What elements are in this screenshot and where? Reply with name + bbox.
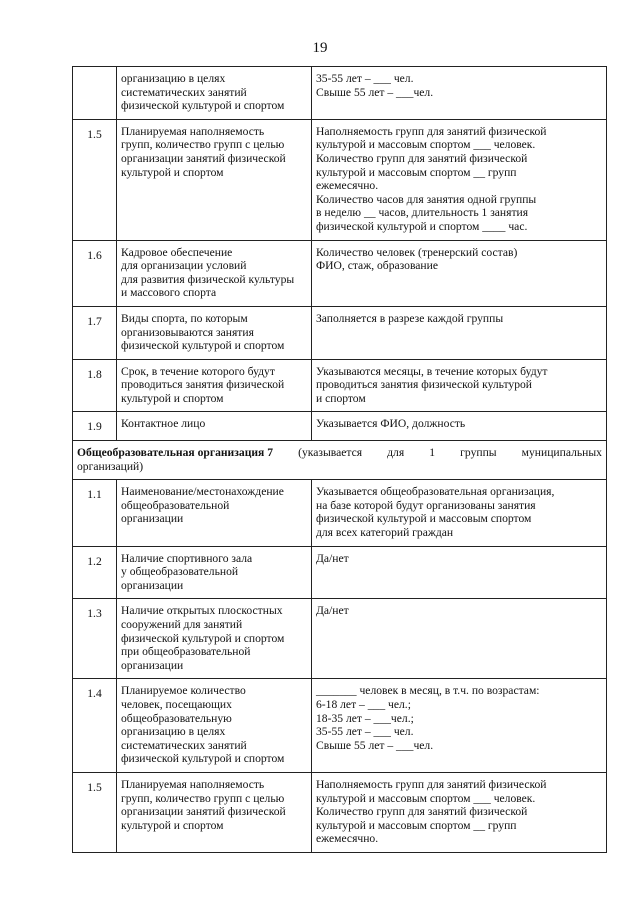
form-table xyxy=(72,66,607,853)
row-number: 1.2 xyxy=(73,546,117,599)
value-cell xyxy=(312,67,607,120)
row-number: 1.5 xyxy=(73,772,117,852)
table-row xyxy=(73,772,607,852)
table-row xyxy=(73,599,607,679)
value-line: Свыше 55 лет – ___чел. xyxy=(316,85,434,99)
value-line: физической культурой и спортом ____ час. xyxy=(316,219,528,233)
value-line: культурой и массовым спортом ___ человек. xyxy=(316,138,536,152)
value-cell xyxy=(312,306,607,359)
table-row xyxy=(73,480,607,546)
table-row xyxy=(73,546,607,599)
value-cell xyxy=(312,359,607,412)
value-line: Да/нет xyxy=(316,551,349,565)
section-note-3: 1 xyxy=(429,446,436,460)
value-line: Наполняемость групп для занятий физической xyxy=(316,777,547,791)
value-line: Свыше 55 лет – ___чел. xyxy=(316,738,434,752)
value-line: Количество групп для занятий физической xyxy=(316,805,528,819)
value-line: проводиться занятия физической культурой xyxy=(316,378,533,392)
parameter-cell xyxy=(117,772,312,852)
parameter-cell xyxy=(117,240,312,306)
parameter-line: организации занятий физической xyxy=(121,151,286,165)
section-note-4: группы xyxy=(460,446,497,460)
value-cell xyxy=(312,240,607,306)
section-note-tail: организаций) xyxy=(77,459,144,473)
value-line: Количество групп для занятий физической xyxy=(316,151,528,165)
section-title: Общеобразовательная организация 7 xyxy=(77,446,274,460)
value-line: физической культурой и массовым спортом xyxy=(316,512,532,526)
parameter-line: Наличие открытых плоскостных xyxy=(121,604,283,618)
parameter-line: общеобразовательной xyxy=(121,498,230,512)
parameter-cell xyxy=(117,546,312,599)
value-line: Да/нет xyxy=(316,604,349,618)
value-line: и спортом xyxy=(316,391,366,405)
value-cell xyxy=(312,480,607,546)
parameter-line: организацию в целях xyxy=(121,72,226,85)
parameter-line: систематических занятий xyxy=(121,738,247,752)
parameter-line: культурой и спортом xyxy=(121,818,224,832)
parameter-line: организацию в целях xyxy=(121,725,226,739)
parameter-line: Планируемая наполняемость xyxy=(121,777,265,791)
row-number: 1.1 xyxy=(73,480,117,546)
value-cell xyxy=(312,599,607,679)
table-body-top xyxy=(73,67,607,441)
row-number: 1.4 xyxy=(73,679,117,773)
section-note-1: (указывается xyxy=(298,446,363,460)
parameter-cell xyxy=(117,306,312,359)
value-line: 6-18 лет – ___ чел.; xyxy=(316,697,411,711)
row-number: 1.5 xyxy=(73,119,117,240)
parameter-line: человек, посещающих xyxy=(121,697,232,711)
parameter-line: организации занятий физической xyxy=(121,805,286,819)
parameter-line: проводиться занятия физической xyxy=(121,378,285,392)
value-line: 35-55 лет – ___ чел. xyxy=(316,725,414,739)
parameter-line: Планируемая наполняемость xyxy=(121,124,265,138)
parameter-line: физической культурой и спортом xyxy=(121,752,285,766)
value-line: на базе которой будут организованы занятия xyxy=(316,498,536,512)
value-cell xyxy=(312,679,607,773)
value-line: ежемесячно. xyxy=(316,179,379,193)
section-note-2: для xyxy=(387,446,405,460)
row-number: 1.3 xyxy=(73,599,117,679)
parameter-line: Кадровое обеспечение xyxy=(121,245,233,259)
parameter-line: групп, количество групп с целью xyxy=(121,791,285,805)
row-number: 1.9 xyxy=(73,412,117,441)
parameter-line: Контактное лицо xyxy=(121,417,206,431)
row-number: 1.7 xyxy=(73,306,117,359)
table-row xyxy=(73,359,607,412)
parameter-line: организации xyxy=(121,512,184,526)
table-row xyxy=(73,67,607,120)
value-line: _______ человек в месяц, в т.ч. по возрастам: xyxy=(316,684,540,698)
section-note-5: муниципальных xyxy=(521,446,602,460)
parameter-line: физической культурой и спортом xyxy=(121,631,285,645)
table-row xyxy=(73,679,607,773)
parameter-line: групп, количество групп с целью xyxy=(121,138,285,152)
parameter-cell xyxy=(117,67,312,120)
parameter-line: Планируемое количество xyxy=(121,684,246,698)
value-line: Указывается ФИО, должность xyxy=(316,417,466,431)
parameter-line: сооружений для занятий xyxy=(121,618,243,631)
row-number xyxy=(73,67,117,120)
value-line: культурой и массовым спортом __ групп xyxy=(316,165,517,179)
parameter-line: организовываются занятия xyxy=(121,325,254,339)
row-number: 1.6 xyxy=(73,240,117,306)
table-row xyxy=(73,412,607,441)
value-line: 18-35 лет – ___чел.; xyxy=(316,711,414,725)
parameter-line: и массового спорта xyxy=(121,286,217,300)
parameter-cell xyxy=(117,412,312,441)
parameter-cell xyxy=(117,480,312,546)
parameter-line: общеобразовательную xyxy=(121,711,232,725)
parameter-line: физической культурой и спортом xyxy=(121,339,285,353)
parameter-line: культурой и спортом xyxy=(121,165,224,179)
value-line: культурой и массовым спортом ___ человек. xyxy=(316,791,536,805)
parameter-cell xyxy=(117,679,312,773)
parameter-cell xyxy=(117,359,312,412)
parameter-line: систематических занятий xyxy=(121,85,247,99)
value-line: 35-55 лет – ___ чел. xyxy=(316,72,414,85)
parameter-line: Наименование/местонахождение xyxy=(121,485,284,499)
parameter-line: физической культурой и спортом xyxy=(121,99,285,113)
value-cell xyxy=(312,412,607,441)
parameter-line: у общеобразовательной xyxy=(121,565,239,579)
parameter-line: Наличие спортивного зала xyxy=(121,551,253,565)
parameter-cell xyxy=(117,119,312,240)
parameter-line: организации xyxy=(121,658,184,672)
table-row xyxy=(73,119,607,240)
parameter-line: для организации условий xyxy=(121,259,247,273)
parameter-cell xyxy=(117,599,312,679)
section-header-cell xyxy=(73,441,607,480)
parameter-line: организации xyxy=(121,578,184,592)
value-line: ФИО, стаж, образование xyxy=(316,259,438,273)
table-body-bottom xyxy=(73,480,607,853)
value-line: ежемесячно. xyxy=(316,832,379,846)
value-cell xyxy=(312,546,607,599)
parameter-line: Виды спорта, по которым xyxy=(121,311,248,325)
table-row xyxy=(73,306,607,359)
parameter-line: при общеобразовательной xyxy=(121,645,251,659)
parameter-line: культурой и спортом xyxy=(121,391,224,405)
value-line: Наполняемость групп для занятий физической xyxy=(316,124,547,138)
value-cell xyxy=(312,772,607,852)
value-line: Количество часов для занятия одной группы xyxy=(316,192,537,206)
value-line: для всех категорий граждан xyxy=(316,526,454,540)
value-line: в неделю __ часов, длительность 1 занятия xyxy=(316,206,529,220)
value-line: культурой и массовым спортом __ групп xyxy=(316,818,517,832)
section-header xyxy=(73,441,607,480)
row-number: 1.8 xyxy=(73,359,117,412)
parameter-line: для развития физической культуры xyxy=(121,272,295,286)
value-cell xyxy=(312,119,607,240)
value-line: Указываются месяцы, в течение которых будут xyxy=(316,364,548,378)
value-line: Указывается общеобразовательная организация, xyxy=(316,485,555,499)
value-line: Заполняется в разрезе каждой группы xyxy=(316,311,504,325)
parameter-line: Срок, в течение которого будут xyxy=(121,364,275,378)
page-number: 19 xyxy=(312,40,328,56)
table-row xyxy=(73,240,607,306)
value-line: Количество человек (тренерский состав) xyxy=(316,245,518,259)
